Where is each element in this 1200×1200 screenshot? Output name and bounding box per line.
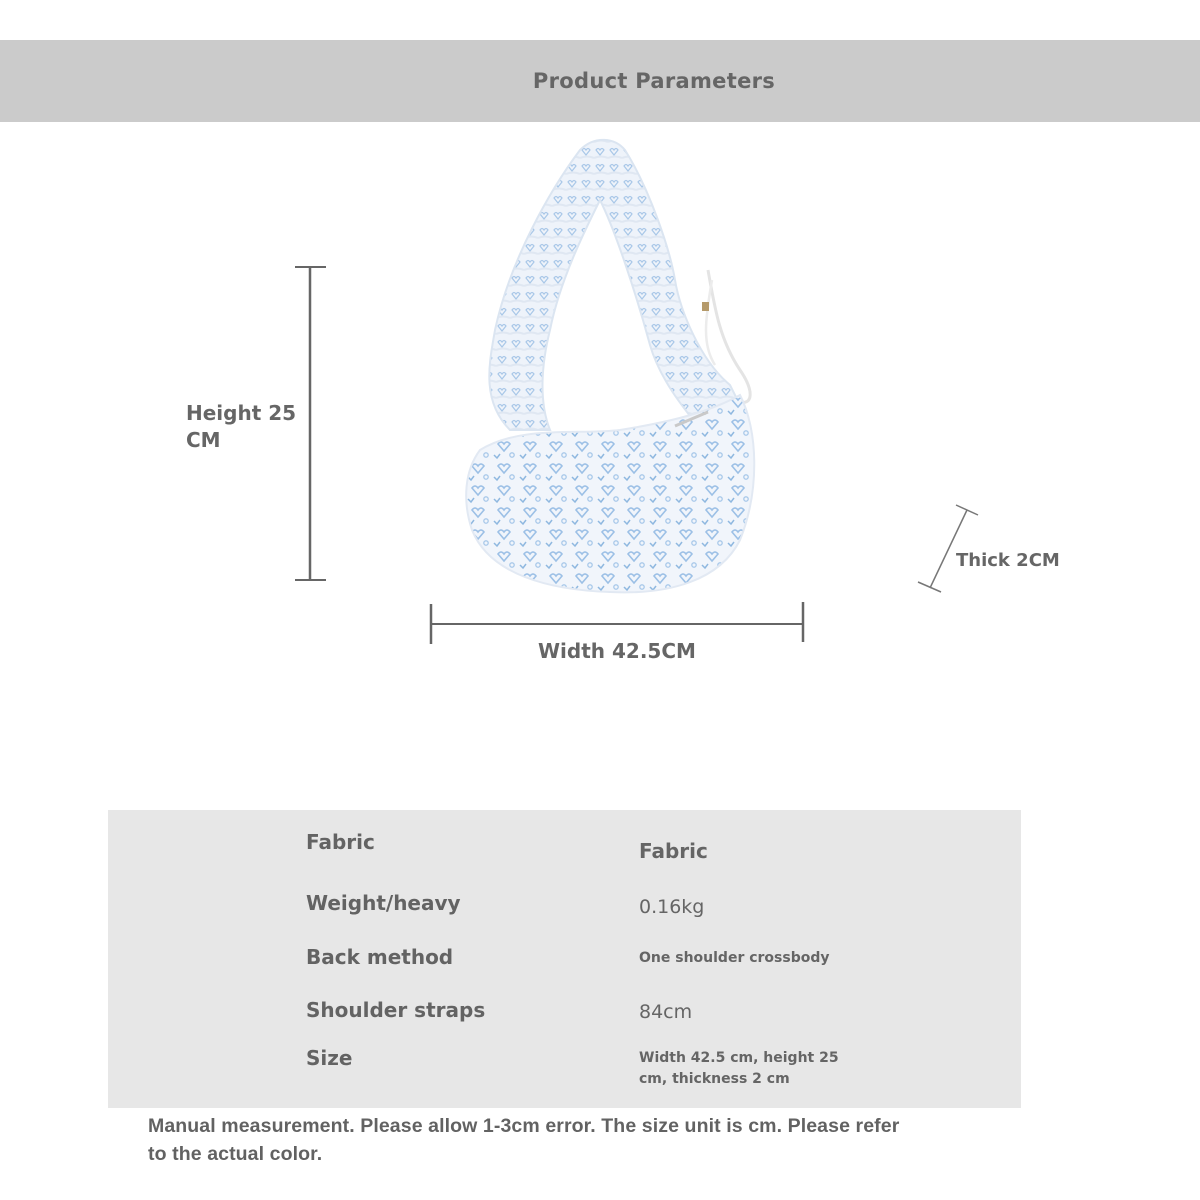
param-value-back-method: One shoulder crossbody <box>639 950 830 966</box>
param-value-fabric: Fabric <box>639 839 708 863</box>
param-value-size <box>639 1048 839 1090</box>
measurement-note <box>148 1112 1048 1168</box>
param-key-weight: Weight/heavy <box>306 891 461 915</box>
header-band <box>0 40 1200 122</box>
page-title: Product Parameters <box>532 69 776 93</box>
product-image <box>440 130 780 610</box>
param-key-back-method: Back method <box>306 945 454 969</box>
note-line1: Manual measurement. Please allow 1-3cm error. The size unit is cm. Please refer <box>148 1115 900 1137</box>
param-value-shoulder-straps: 84cm <box>639 1001 693 1023</box>
width-label: Width 42.5CM <box>538 639 696 663</box>
param-value-size-line1: Width 42.5 cm, height 25 <box>639 1050 839 1066</box>
param-value-weight: 0.16kg <box>639 896 705 918</box>
param-key-size: Size <box>306 1046 353 1070</box>
param-key-fabric: Fabric <box>306 830 375 854</box>
note-line2: to the actual color. <box>148 1143 323 1165</box>
param-key-shoulder-straps: Shoulder straps <box>306 998 486 1022</box>
thick-label: Thick 2CM <box>956 550 1060 571</box>
height-label <box>186 400 296 454</box>
parameters-table <box>108 810 1021 1108</box>
param-value-size-line2: cm, thickness 2 cm <box>639 1071 790 1087</box>
height-label-line1: Height 25 <box>186 401 297 425</box>
height-label-line2: CM <box>186 428 221 452</box>
bag-icon <box>440 130 780 610</box>
